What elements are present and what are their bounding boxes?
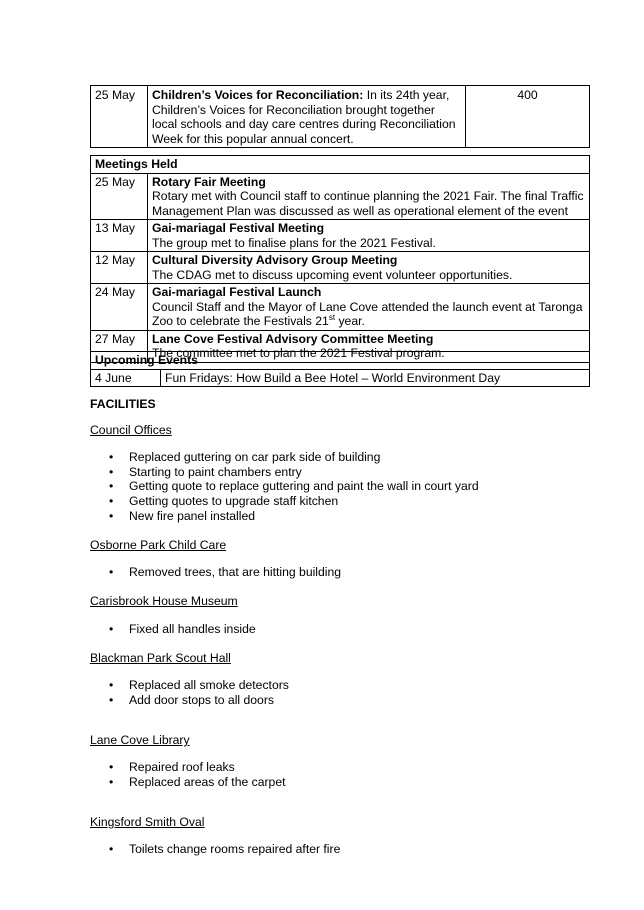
meeting-text: Rotary met with Council staff to continue planning the 2021 Fair. The final Traffic Management Plan was discussed as well as operational element of the event xyxy=(152,189,584,218)
council-offices-list xyxy=(109,450,569,524)
meeting-title: Cultural Diversity Advisory Group Meeting xyxy=(152,253,398,267)
table-row xyxy=(91,173,590,220)
section-title-blackman-park: Blackman Park Scout Hall xyxy=(90,651,231,665)
list-item: • Replaced guttering on car park side of building xyxy=(109,450,569,465)
meeting-date: 13 May xyxy=(91,220,148,252)
meeting-title: Rotary Fair Meeting xyxy=(152,174,266,189)
meeting-description xyxy=(148,220,590,252)
list-item: • Replaced areas of the carpet xyxy=(109,775,569,790)
upcoming-heading: Upcoming Events xyxy=(91,352,590,370)
meeting-title: Lane Cove Festival Advisory Committee Meeting xyxy=(152,331,434,346)
meeting-text-end: year. xyxy=(335,314,365,328)
section-title-council-offices: Council Offices xyxy=(90,423,172,437)
meeting-date: 25 May xyxy=(91,173,148,220)
meeting-title: Gai-mariagal Festival Launch xyxy=(152,285,322,299)
list-item: • Starting to paint chambers entry xyxy=(109,465,569,480)
table-row xyxy=(91,86,590,148)
meetings-heading: Meetings Held xyxy=(91,156,590,174)
meetings-heading-row xyxy=(91,156,590,174)
facilities-heading: FACILITIES xyxy=(90,397,156,411)
section-title-carisbrook: Carisbrook House Museum xyxy=(90,594,238,608)
table-row xyxy=(91,284,590,331)
osborne-park-list xyxy=(109,565,569,580)
list-item: • Removed trees, that are hitting building xyxy=(109,565,569,580)
list-item: • Fixed all handles inside xyxy=(109,622,569,637)
event-title: Children’s Voices for Reconciliation: xyxy=(152,88,364,102)
list-item: • Replaced all smoke detectors xyxy=(109,678,569,693)
upcoming-date: 4 June xyxy=(91,369,161,387)
list-item: • Add door stops to all doors xyxy=(109,693,569,708)
table-row xyxy=(91,369,590,387)
meeting-text: The CDAG met to discuss upcoming event volunteer opportunities. xyxy=(152,267,513,282)
lane-cove-library-list xyxy=(109,760,569,789)
meeting-description xyxy=(148,173,590,220)
meeting-description xyxy=(148,284,590,331)
meeting-date: 24 May xyxy=(91,284,148,331)
kingsford-smith-oval-list xyxy=(109,842,569,857)
upcoming-heading-row xyxy=(91,352,590,370)
section-title-kingsford-smith-oval: Kingsford Smith Oval xyxy=(90,815,205,829)
upcoming-text: Fun Fridays: How Build a Bee Hotel – World Environment Day xyxy=(161,369,590,387)
meeting-text: The group met to finalise plans for the 2021 Festival. xyxy=(152,235,436,250)
section-title-osborne-park: Osborne Park Child Care xyxy=(90,538,227,552)
event-attendance: 400 xyxy=(466,86,590,148)
meeting-title: Gai-mariagal Festival Meeting xyxy=(152,221,325,235)
event-date: 25 May xyxy=(91,86,148,148)
meeting-date: 27 May xyxy=(91,330,148,362)
event-text: In its 24th year, Children’s Voices for Reconciliation brought together local schools and day care centres during Reconciliation Week for this popular annual concert. xyxy=(152,88,456,146)
ordinal-suffix: st xyxy=(328,312,336,322)
upcoming-events-table xyxy=(90,351,590,387)
meeting-description xyxy=(148,252,590,284)
table-row xyxy=(91,252,590,284)
meeting-text: The committee met to plan the 2021 Festival program. xyxy=(152,346,445,360)
meetings-table xyxy=(90,155,590,363)
blackman-park-list xyxy=(109,678,569,707)
table-row xyxy=(91,220,590,252)
meeting-text: Council Staff and the Mayor of Lane Cove attended the launch event at Taronga Zoo to celebrate the Festivals 21 xyxy=(152,299,583,328)
list-item: • Toilets change rooms repaired after fire xyxy=(109,842,569,857)
meeting-date: 12 May xyxy=(91,252,148,284)
list-item: • Repaired roof leaks xyxy=(109,760,569,775)
list-item: • Getting quote to replace guttering and paint the wall in court yard xyxy=(109,479,569,494)
events-table xyxy=(90,85,590,148)
section-title-lane-cove-library: Lane Cove Library xyxy=(90,733,190,747)
carisbrook-list xyxy=(109,622,569,637)
list-item: • Getting quotes to upgrade staff kitchen xyxy=(109,494,569,509)
list-item: • New fire panel installed xyxy=(109,509,569,524)
event-description xyxy=(148,86,466,148)
